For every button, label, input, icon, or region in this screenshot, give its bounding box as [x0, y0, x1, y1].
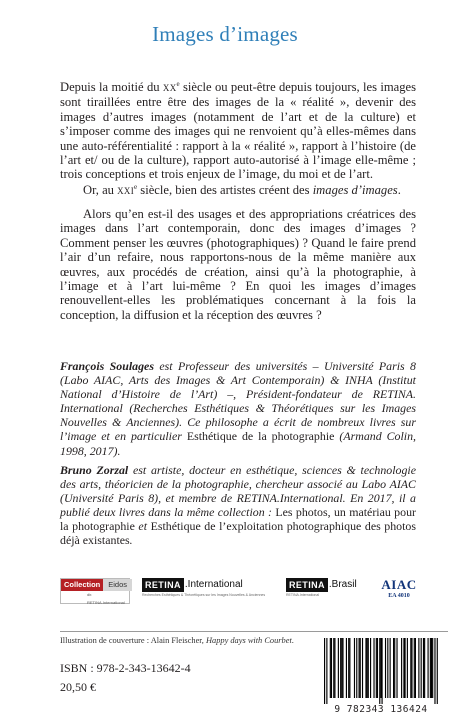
barcode-bar	[396, 638, 397, 698]
barcode-bar	[370, 638, 371, 698]
retina-tagline: RETINA.International	[286, 593, 320, 597]
collection-label: Collection	[61, 579, 103, 591]
aiac-logo	[378, 578, 420, 602]
barcode-bar	[367, 638, 368, 698]
barcode-bar	[387, 638, 388, 698]
retina-wordmark: RETINA	[142, 578, 184, 592]
barcode-bar	[437, 638, 438, 704]
barcode-bar	[342, 638, 343, 698]
blurb-paragraph-1	[60, 80, 416, 182]
barcode-bar	[334, 638, 335, 698]
barcode-bar	[407, 638, 408, 698]
barcode-bar	[338, 638, 339, 698]
text-run: .	[397, 183, 401, 197]
barcode-bar	[403, 638, 404, 698]
retina-suffix: .Brasil	[328, 579, 357, 590]
barcode-bar	[432, 638, 433, 698]
barcode-bar	[341, 638, 342, 698]
superscript: e	[176, 79, 180, 88]
barcode-bar	[414, 638, 415, 698]
isbn: ISBN : 978-2-343-13642-4	[60, 661, 191, 675]
century-numeral: XX	[162, 83, 177, 93]
text-run: siècle, bien des artistes créent des	[137, 183, 313, 197]
price: 20,50 €	[60, 680, 96, 694]
century-numeral: XXI	[117, 186, 135, 196]
emphasis: images d’images	[312, 183, 398, 197]
barcode-bar	[354, 638, 355, 698]
barcode	[318, 638, 444, 720]
barcode-bar	[362, 638, 363, 698]
collection-name: Eidos	[103, 579, 132, 591]
barcode-bar	[421, 638, 422, 698]
barcode-bar	[424, 638, 425, 698]
blurb-paragraph-3: Alors qu’en est-il des usages et des appropriations créatrices des images dans l’art contemporain, donc des images d’images ? Comment penser les œuvres (photographiques) ? Quand le faire prend l’air d’un refaire, nous rapportons-nous de la même manière aux œuvres, aux procédés de création, ainsi qu’à la photographie, à l’image et à l’art lui-même ? En quoi les images d’images renouvellent-elles les problématiques concernant à la fois la conception, la diffusion et la réception des œuvres ?	[60, 207, 416, 322]
barcode-bar	[365, 638, 366, 698]
blurb-paragraph-2	[60, 183, 416, 198]
barcode-bar	[411, 638, 412, 698]
author-bio-zorzal	[60, 463, 416, 548]
barcode-bar	[360, 638, 361, 698]
text-run: (Armand Colin, 1998, 2017).	[60, 429, 417, 458]
text-run: .	[291, 636, 294, 645]
author-bio-soulages	[60, 359, 416, 458]
barcode-bar	[401, 638, 402, 698]
barcode-bar	[393, 638, 394, 698]
retina-tagline: Recherches Esthétiques & Théorétiques sur les Images Nouvelles & Anciennes	[142, 593, 266, 597]
text-run: Depuis la moitié du	[60, 80, 163, 94]
barcode-bar	[385, 638, 386, 698]
aiac-code: EA 4010	[388, 593, 410, 599]
artwork-title: Happy days with Courbet	[205, 636, 292, 645]
partner-logos	[60, 578, 420, 604]
barcode-bar	[405, 638, 406, 698]
author-name: Bruno Zorzal	[60, 463, 129, 477]
barcode-bar	[434, 638, 435, 704]
barcode-bar	[349, 638, 350, 698]
barcode-bar	[359, 638, 360, 698]
barcode-bar	[356, 638, 357, 698]
barcode-bar	[377, 638, 378, 698]
barcode-bar	[380, 638, 381, 698]
book-title-reference: Esthétique de l’exploitation photographique des photos déjà existantes	[60, 519, 416, 548]
book-title: Images d’images	[152, 22, 298, 46]
barcode-bars	[318, 638, 444, 704]
text-run: siècle ou peut-être depuis toujours, les images sont tiraillées entre être des images de la « réalité », devenir des images d’autres images (notamment de l’art et de la culture) et s’imposer comme des images qui ne renvoient qu’à elles-mêmes dans une auto-référentialité : rapport à la « réalité », rapport à l’histoire (de l’art et/ ou de la culture), rapport auto-autorisé à l’image elle-même ; trois conceptions et trois enjeux de l’image, du moi et de l’art.	[60, 80, 416, 182]
retina-international-logo	[142, 578, 272, 602]
text-run: et	[134, 519, 151, 534]
text-run: Illustration de couverture : Alain Fleischer,	[60, 636, 206, 645]
barcode-bar	[331, 638, 332, 698]
barcode-bar	[373, 638, 374, 698]
barcode-bar	[348, 638, 349, 698]
book-title-reference: Esthétique de la photographie	[186, 429, 335, 444]
text-run: .	[129, 533, 133, 548]
barcode-bar	[428, 638, 429, 698]
barcode-digits: 9 782343 136424	[334, 704, 428, 715]
barcode-bar	[326, 638, 327, 704]
barcode-bar	[324, 638, 325, 704]
text-run: Or, au	[83, 183, 118, 197]
collection-eidos-logo	[60, 578, 130, 604]
barcode-bar	[382, 638, 383, 704]
barcode-bar	[340, 638, 341, 698]
barcode-bar	[410, 638, 411, 698]
barcode-bar	[394, 638, 395, 698]
divider	[60, 631, 448, 632]
barcode-bar	[423, 638, 424, 698]
collection-subtitle: dir. RETINA.International	[87, 592, 125, 605]
aiac-wordmark: AIAC	[381, 577, 417, 592]
barcode-bar	[379, 638, 380, 704]
retina-wordmark: RETINA	[286, 578, 328, 592]
retina-suffix: .International	[184, 579, 243, 590]
barcode-bar	[390, 638, 391, 698]
superscript: e	[134, 182, 138, 191]
barcode-bar	[330, 638, 331, 698]
barcode-bar	[431, 638, 432, 698]
retina-brasil-logo	[286, 578, 366, 602]
barcode-bar	[418, 638, 419, 698]
barcode-bar	[333, 638, 334, 698]
author-name: François Soulages	[60, 359, 154, 373]
barcode-bar	[368, 638, 369, 698]
barcode-bar	[376, 638, 377, 698]
cover-credit	[60, 636, 300, 645]
barcode-bar	[415, 638, 416, 698]
text-run: est artiste, docteur en esthétique, sciences & technologie des arts, théoricien de la photographie, chercheur associé au Labo AIAC (Université Paris 8), et membre de RETINA.International. En 2017, il a publié deux livres dans la même collection :	[60, 463, 416, 520]
barcode-bar	[346, 638, 347, 698]
barcode-bar	[430, 638, 431, 698]
book-title-reference: Les photos, un matériau pour la photographie	[60, 505, 416, 534]
text-run: est Professeur des universités – Université Paris 8 (Labo AIAC, Arts des Images & Art Contemporain) & INHA (Institut National d’Histoire de l’Art) –, Président-fondateur de RETINA. International (Recherches Esthétiques & Théorétiques sur les Images Nouvelles & Anciennes). Ce philosophe a écrit de nombreux livres sur l’image et en particulier	[60, 359, 416, 444]
